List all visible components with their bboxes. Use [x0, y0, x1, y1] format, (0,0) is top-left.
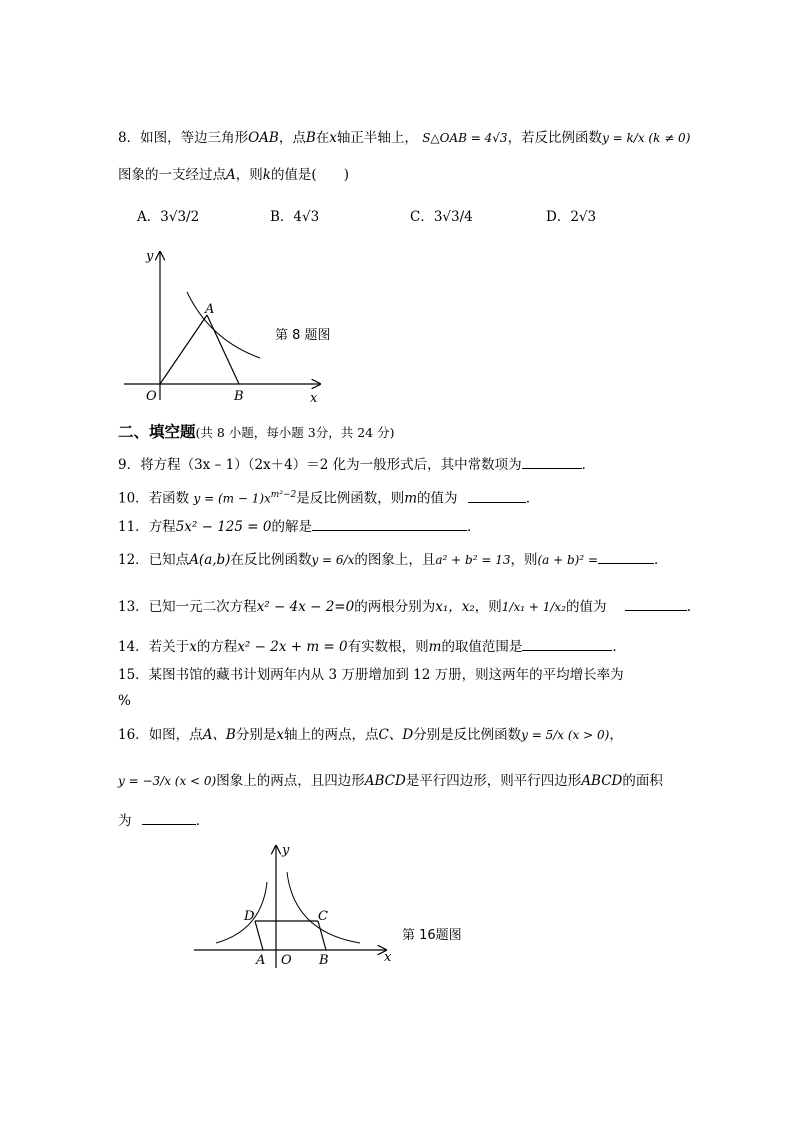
q9-blank — [522, 454, 582, 469]
q16-x: x — [276, 727, 284, 743]
q12-text-b: 在反比例函数 — [230, 552, 312, 568]
q16-side-cb — [318, 921, 326, 950]
q14-text-d: 的取值范围是 — [441, 639, 523, 655]
q8-figure-caption: 第 8 题图 — [275, 328, 331, 343]
q10-text-a: 若函数 — [148, 490, 190, 507]
q16-blank — [142, 810, 196, 825]
q10 — [118, 485, 539, 509]
q9-number: 9． — [118, 457, 141, 473]
q14-x: x — [189, 639, 197, 655]
q8-a: A — [226, 167, 236, 183]
option-d-label: D． — [546, 209, 571, 225]
q8-option-b — [270, 207, 319, 227]
q12-text-d: ，则 — [510, 552, 538, 568]
q16-figure — [190, 840, 410, 970]
q16-func2: y = −3/x (x < 0) — [118, 774, 217, 788]
section2-heading — [118, 422, 394, 443]
q14-m: m — [428, 639, 442, 655]
q8-line2-b: ，则 — [235, 167, 263, 183]
q16-line2-b: 是平行四边形，则平行四边形 — [405, 773, 582, 789]
q16-text-c: 轴上的两点，点 — [283, 727, 379, 743]
q16-line1: 16．如图，点A、B分别是x轴上的两点，点C、D分别是反比例函数y = 5/x (x > 0)， — [118, 727, 623, 743]
q16-line2-c: 的面积 — [622, 773, 663, 789]
q16-line3-text: 为 — [118, 813, 132, 829]
q16-end: ． — [195, 813, 210, 829]
q16-text-a: 如图，点 — [148, 727, 203, 743]
q16-label-a: A — [256, 953, 266, 968]
q16-func1: y = 5/x (x > 0) — [521, 728, 610, 742]
q16-abcd-1: ABCD — [364, 773, 406, 789]
q8-option-d — [546, 207, 596, 227]
option-a-label: A． — [137, 209, 161, 225]
q10-text-c: 的值为 — [417, 490, 458, 507]
q10-expr: y = (m − 1)x — [193, 491, 271, 506]
q13 — [118, 596, 691, 617]
q8-text-d: 轴正半轴上， — [336, 130, 418, 146]
option-a-value: 3√3/2 — [160, 209, 200, 225]
q12-text-c: 的图象上，且 — [354, 552, 436, 568]
q16-label-d: D — [244, 909, 255, 924]
q16-cd: C、D — [378, 727, 414, 743]
q13-text-a: 已知一元二次方程 — [148, 599, 257, 615]
q16-text-d: 分别是反比例函数 — [413, 727, 522, 743]
q8-line1 — [118, 128, 690, 148]
q8-line2 — [118, 165, 349, 185]
q8-hyperbola — [187, 292, 260, 358]
q8-label-y: y — [146, 249, 154, 264]
q13-number: 13． — [118, 599, 149, 615]
q16-ab: A、B — [202, 727, 236, 743]
q10-blank — [468, 488, 526, 503]
q13-eq: x² − 4x − 2=0 — [256, 599, 355, 615]
q10-end: ． — [525, 490, 540, 507]
q10-number: 10． — [118, 490, 149, 507]
q8-area: S△OAB = 4√3 — [422, 131, 508, 145]
q16-line3 — [118, 810, 209, 831]
q8-text-b: ，点 — [278, 130, 306, 146]
q11-blank — [312, 516, 467, 531]
q12-end: ． — [654, 552, 668, 568]
q16-figure-caption: 第 16题图 — [402, 928, 462, 943]
q14-text-a: 若关于 — [148, 639, 190, 655]
q14-text-b: 的方程 — [196, 639, 238, 655]
q16-left-hyperbola — [216, 882, 267, 943]
q9-text: 将方程（3x – 1）（2x＋4）＝2 化为一般形式后，其中常数项为 — [140, 457, 522, 473]
q11-end: ． — [466, 519, 481, 535]
q12 — [118, 549, 668, 570]
q8-line2-c: 的值是( ) — [270, 167, 349, 183]
q14-text-c: 有实数根，则 — [347, 639, 429, 655]
q16-label-b: B — [319, 953, 329, 968]
q13-text-c: ，则 — [474, 599, 502, 615]
q16-abcd-2: ABCD — [581, 773, 623, 789]
q8-side-ab — [207, 315, 239, 384]
q15-line1: 15．某图书馆的藏书计划两年内从 3 万册增加到 12 万册，则这两年的平均增长率为 — [118, 667, 624, 683]
q12-ask: (a + b)² = — [537, 553, 599, 567]
q13-blank — [625, 596, 687, 611]
option-c-value: 3√3/4 — [433, 209, 473, 225]
q8-option-c — [410, 207, 473, 227]
q12-number: 12． — [118, 552, 149, 568]
q16-text-b: 分别是 — [235, 727, 277, 743]
q10-m: m — [404, 490, 418, 507]
q8-line2-a: 图象的一支经过点 — [118, 167, 226, 183]
q8-oab: OAB — [248, 130, 279, 146]
section2-title: 二、填空题 — [118, 423, 196, 441]
q12-blank — [598, 549, 654, 564]
q11-expr: 5x² − 125 = 0 — [175, 519, 272, 535]
q10-text-b: 是反比例函数，则 — [296, 490, 405, 507]
q8-text-a: 如图，等边三角形 — [140, 130, 249, 146]
q9-end: ． — [581, 457, 596, 473]
q8-label-x: x — [310, 391, 318, 406]
q8-text-c: 在 — [315, 130, 330, 146]
q12-cond: a² + b² = 13 — [435, 553, 511, 567]
q16-number: 16． — [118, 727, 149, 743]
q16-line2 — [118, 771, 663, 791]
q8-label-o: O — [146, 389, 157, 404]
q16-label-y: y — [282, 843, 290, 858]
q16-line2-a: 图象上的两点，且四边形 — [216, 773, 365, 789]
q12-text-a: 已知点 — [148, 552, 190, 568]
q8-label-b: B — [234, 389, 244, 404]
q13-text-d: 的值为 — [565, 599, 607, 615]
q14 — [118, 636, 626, 657]
q16-label-o: O — [281, 953, 292, 968]
q8-k: k — [262, 167, 271, 183]
q12-point: A(a,b) — [189, 552, 231, 568]
q8-b: B — [305, 130, 316, 146]
q13-expr: 1/x₁ + 1/x₂ — [501, 600, 566, 614]
option-b-label: B． — [270, 209, 294, 225]
q8-option-a — [137, 207, 199, 227]
option-d-value: 2√3 — [570, 209, 597, 225]
section2-note: (共 8 小题，每小题 3分，共 24 分) — [195, 425, 395, 440]
q13-end: . — [686, 599, 692, 615]
q9 — [118, 454, 595, 475]
q14-eq: x² − 2x + m = 0 — [237, 639, 348, 655]
q8-func: y = k/x (k ≠ 0) — [602, 131, 691, 145]
q8-number: 8． — [118, 130, 141, 146]
q12-func: y = 6/x — [311, 553, 355, 567]
q8-text-e: ，若反比例函数 — [507, 130, 603, 146]
q14-end: ． — [612, 639, 626, 655]
q8-x: x — [329, 130, 337, 146]
q16-label-x: x — [384, 950, 392, 965]
option-c-label: C． — [410, 209, 434, 225]
q16-side-da — [255, 921, 263, 950]
q13-roots: x₁，x₂ — [435, 599, 475, 615]
q8-label-a: A — [205, 302, 215, 317]
q16-label-c: C — [318, 909, 328, 924]
q11-text-a: 方程 — [148, 519, 176, 535]
q11 — [118, 516, 480, 537]
q11-text-b: 的解是 — [271, 519, 312, 535]
q10-exp: m²−2 — [270, 490, 297, 500]
q16-right-hyperbola — [287, 872, 360, 943]
q8-side-oa — [160, 315, 207, 384]
q14-number: 14． — [118, 639, 149, 655]
q13-text-b: 的两根分别为 — [354, 599, 436, 615]
q15-line2: % — [118, 693, 131, 709]
option-b-value: 4√3 — [293, 209, 320, 225]
q11-number: 11． — [118, 519, 149, 535]
q14-blank — [522, 636, 612, 651]
